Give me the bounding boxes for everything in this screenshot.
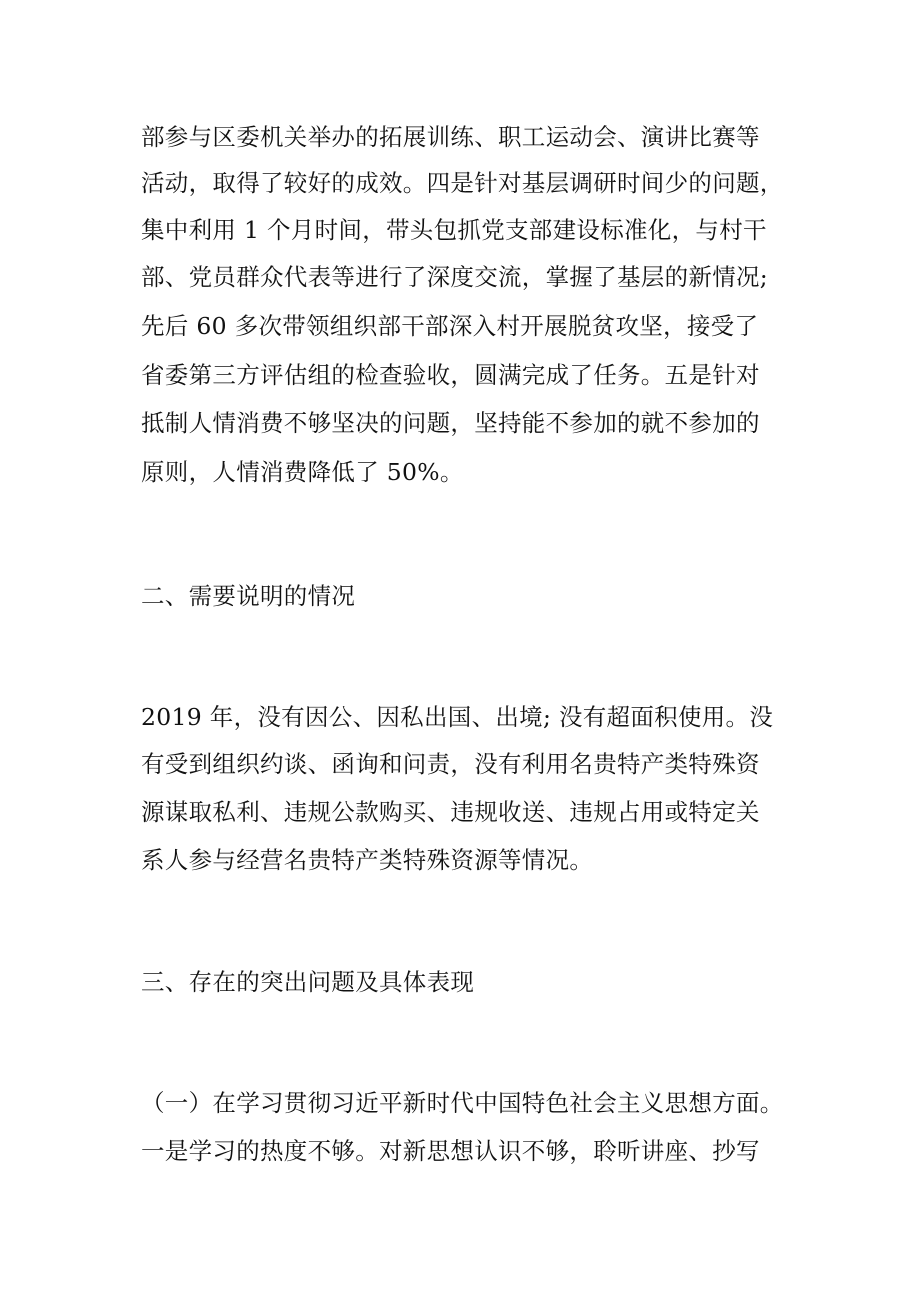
text-line: 一是学习的热度不够。对新思想认识不够，聆听讲座、抄写 — [141, 1137, 760, 1165]
text-line: 源谋取私利、违规公款购买、违规收送、违规占用或特定关 — [141, 798, 760, 826]
text-line: 系人参与经营名贵特产类特殊资源等情况。 — [141, 846, 594, 874]
text-line: 活动，取得了较好的成效。四是针对基层调研时间少的问题， — [141, 169, 784, 197]
text-line: 有受到组织约谈、函询和问责，没有利用名贵特产类特殊资 — [141, 750, 760, 778]
text-line: 先后 60 多次带领组织部干部深入村开展脱贫攻坚，接受了 — [141, 312, 759, 340]
text-line: 原则，人情消费降低了 50%。 — [141, 458, 464, 486]
section-heading: 二、需要说明的情况 — [141, 582, 356, 610]
section-heading: 三、存在的突出问题及具体表现 — [141, 968, 475, 996]
text-line: 抵制人情消费不够坚决的问题，坚持能不参加的就不参加的 — [141, 409, 760, 437]
text-line: 部参与区委机关举办的拓展训练、职工运动会、演讲比赛等 — [141, 123, 760, 151]
text-line: 2019 年，没有因公、因私出国、出境; 没有超面积使用。没 — [141, 703, 774, 731]
text-line: （一）在学习贯彻习近平新时代中国特色社会主义思想方面。 — [141, 1089, 784, 1117]
text-line: 省委第三方评估组的检查验收，圆满完成了任务。五是针对 — [141, 361, 760, 389]
text-line: 集中利用 1 个月时间，带头包抓党支部建设标准化，与村干 — [141, 216, 767, 244]
text-line: 部、党员群众代表等进行了深度交流，掌握了基层的新情况; — [141, 263, 769, 291]
